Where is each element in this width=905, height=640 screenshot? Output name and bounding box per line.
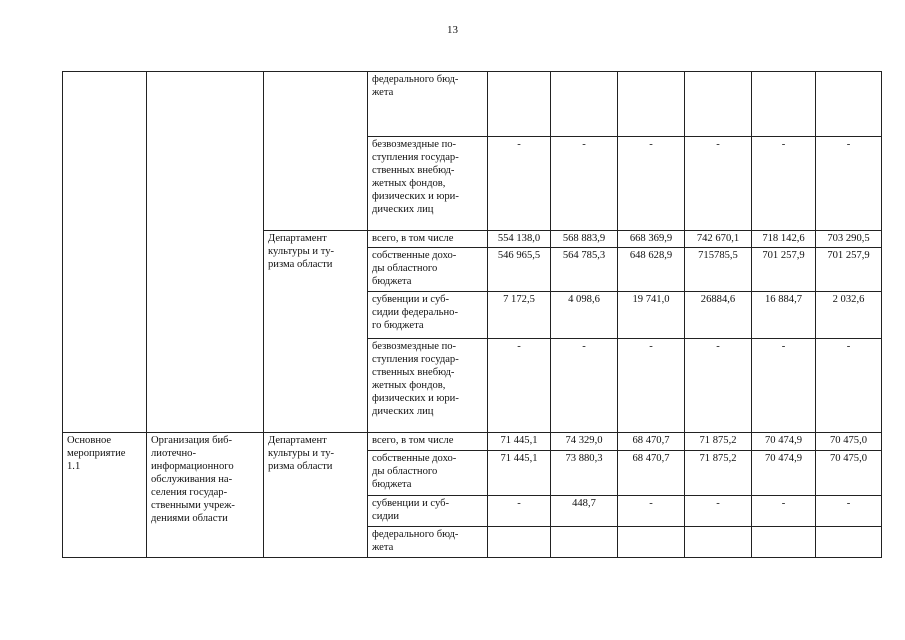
funding-source-label: всего, в том числе [368, 231, 488, 248]
value-cell: 564 785,3 [551, 248, 618, 292]
table-row [63, 72, 882, 137]
value-cell: 70 475,0 [816, 433, 882, 451]
value-cell: 68 470,7 [618, 433, 685, 451]
value-cell: - [488, 496, 551, 527]
value-cell: - [488, 339, 551, 433]
value-cell: 74 329,0 [551, 433, 618, 451]
value-cell: 546 965,5 [488, 248, 551, 292]
value-cell: - [752, 339, 816, 433]
value-cell [685, 72, 752, 137]
value-cell: 71 875,2 [685, 451, 752, 496]
value-cell: - [685, 339, 752, 433]
value-cell: - [551, 137, 618, 231]
value-cell [816, 527, 882, 558]
value-cell [618, 72, 685, 137]
funding-source-label: федерального бюд- жета [368, 72, 488, 137]
value-cell: - [816, 496, 882, 527]
value-cell: 701 257,9 [816, 248, 882, 292]
funding-source-label: всего, в том числе [368, 433, 488, 451]
value-cell: 2 032,6 [816, 292, 882, 339]
value-cell: 70 475,0 [816, 451, 882, 496]
empty-name-cell [147, 72, 264, 433]
value-cell: 70 474,9 [752, 451, 816, 496]
value-cell: 718 142,6 [752, 231, 816, 248]
responsible-department: Департамент культуры и ту- ризма области [264, 231, 368, 433]
value-cell: 7 172,5 [488, 292, 551, 339]
value-cell [551, 72, 618, 137]
value-cell: 448,7 [551, 496, 618, 527]
value-cell: 71 445,1 [488, 433, 551, 451]
responsible-department: Департамент культуры и ту- ризма области [264, 433, 368, 558]
value-cell: 701 257,9 [752, 248, 816, 292]
value-cell [551, 527, 618, 558]
value-cell [488, 72, 551, 137]
budget-table [62, 71, 882, 558]
value-cell: 19 741,0 [618, 292, 685, 339]
page-number: 13 [447, 24, 458, 36]
value-cell: 648 628,9 [618, 248, 685, 292]
event-name: Организация биб- лиотечно- информационного обслуживания на- селения государ- ственными учреж- дениями области [147, 433, 264, 558]
value-cell: - [618, 496, 685, 527]
value-cell [685, 527, 752, 558]
value-cell: 554 138,0 [488, 231, 551, 248]
value-cell: - [618, 339, 685, 433]
value-cell: 73 880,3 [551, 451, 618, 496]
value-cell [752, 527, 816, 558]
value-cell: 568 883,9 [551, 231, 618, 248]
value-cell: 668 369,9 [618, 231, 685, 248]
table-row [63, 433, 882, 451]
funding-source-label: субвенции и суб- сидии федерально- го бюджета [368, 292, 488, 339]
value-cell: - [685, 496, 752, 527]
value-cell: - [816, 339, 882, 433]
empty-code-cell [63, 72, 147, 433]
value-cell: - [551, 339, 618, 433]
value-cell: 4 098,6 [551, 292, 618, 339]
value-cell: 68 470,7 [618, 451, 685, 496]
value-cell: 70 474,9 [752, 433, 816, 451]
funding-source-label: субвенции и суб- сидии [368, 496, 488, 527]
value-cell: - [816, 137, 882, 231]
value-cell [618, 527, 685, 558]
funding-source-label: безвозмездные по- ступления государ- ственных внебюд- жетных фондов, физических и юри- дических лиц [368, 339, 488, 433]
value-cell: 703 290,5 [816, 231, 882, 248]
value-cell: 71 445,1 [488, 451, 551, 496]
funding-source-label: федерального бюд- жета [368, 527, 488, 558]
value-cell: 742 670,1 [685, 231, 752, 248]
value-cell: - [685, 137, 752, 231]
value-cell: - [618, 137, 685, 231]
funding-source-label: собственные дохо- ды областного бюджета [368, 451, 488, 496]
empty-department-cell [264, 72, 368, 231]
value-cell: 71 875,2 [685, 433, 752, 451]
value-cell: 715785,5 [685, 248, 752, 292]
funding-source-label: безвозмездные по- ступления государ- ственных внебюд- жетных фондов, физических и юри- дических лиц [368, 137, 488, 231]
value-cell [752, 72, 816, 137]
value-cell: - [752, 496, 816, 527]
funding-source-label: собственные дохо- ды областного бюджета [368, 248, 488, 292]
value-cell: 16 884,7 [752, 292, 816, 339]
value-cell: - [488, 137, 551, 231]
value-cell: - [752, 137, 816, 231]
value-cell [488, 527, 551, 558]
value-cell: 26884,6 [685, 292, 752, 339]
value-cell [816, 72, 882, 137]
event-code: Основное мероприятие 1.1 [63, 433, 147, 558]
